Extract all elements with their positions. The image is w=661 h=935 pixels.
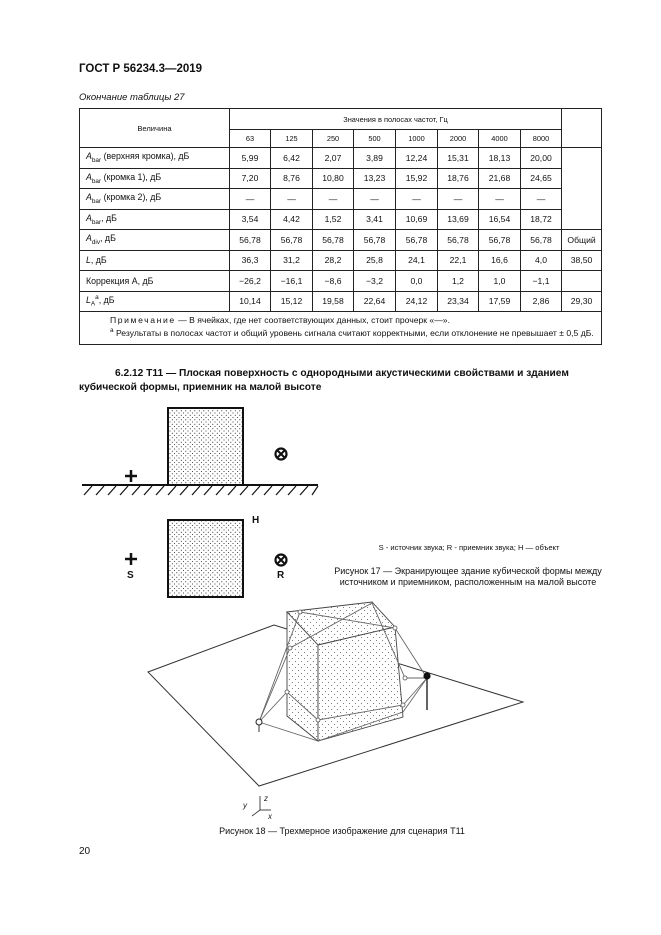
table-cell: 16,54 — [479, 209, 521, 230]
table-cell: 10,69 — [396, 209, 438, 230]
table-cell: 18,76 — [438, 168, 479, 189]
table-cell: 15,12 — [271, 291, 313, 312]
table-cell: 2,86 — [521, 291, 562, 312]
table-cell: 2,07 — [313, 148, 354, 169]
label-s: S — [127, 570, 134, 581]
axis-z-label: z — [264, 794, 268, 803]
table-cell: 3,89 — [354, 148, 396, 169]
table-cell: 21,68 — [479, 168, 521, 189]
table-cell: 24,1 — [396, 250, 438, 271]
table-cell: 56,78 — [479, 230, 521, 251]
table-cell: 3,41 — [354, 209, 396, 230]
frequency-header: 4000 — [479, 130, 521, 148]
figure17-plan-view — [125, 515, 287, 597]
table-cell: 4,42 — [271, 209, 313, 230]
table-cell: 5,99 — [230, 148, 271, 169]
column-header-quantity: Величина — [80, 109, 230, 148]
table-cell: 20,00 — [521, 148, 562, 169]
table-cell: 24,12 — [396, 291, 438, 312]
table-cell: −16,1 — [271, 271, 313, 292]
quantity-label: Коррекция А, дБ — [86, 275, 154, 286]
quantity-subscript: div — [91, 239, 101, 247]
table-cell: 19,58 — [313, 291, 354, 312]
table-cell: 0,0 — [396, 271, 438, 292]
quantity-symbol: L — [86, 255, 91, 266]
table-cell: 4,0 — [521, 250, 562, 271]
table-cell: 24,65 — [521, 168, 562, 189]
table-cell: 7,20 — [230, 168, 271, 189]
table-cell: 1,2 — [438, 271, 479, 292]
quantity-superscript: a — [95, 294, 99, 302]
quantity-subscript: bar — [91, 157, 102, 165]
ground-hatching — [84, 486, 318, 495]
figure17-legend: S - источник звука; R - приемник звука; H — объект — [378, 543, 560, 552]
quantity-symbol: A — [86, 212, 92, 223]
section-title: 6.2.12 Т11 — Плоская поверхность с однородными акустическими свойствами и зданием кубической формы, приемник на малой высоте — [79, 368, 569, 394]
table-cell: 23,34 — [438, 291, 479, 312]
frequency-header: 8000 — [521, 130, 562, 148]
quantity-label: (кромка 2), дБ — [101, 192, 162, 203]
table-cell: 18,72 — [521, 209, 562, 230]
total-cell: Общий — [562, 230, 602, 251]
table-cell: 56,78 — [521, 230, 562, 251]
table-cell: 10,80 — [313, 168, 354, 189]
table-cell: — — [271, 189, 313, 210]
document-header: ГОСТ Р 56234.3—2019 — [79, 63, 203, 75]
table-cell: — — [230, 189, 271, 210]
table-cell: 22,64 — [354, 291, 396, 312]
table-cell: — — [354, 189, 396, 210]
table-cell: 56,78 — [271, 230, 313, 251]
table-cell: 1,0 — [479, 271, 521, 292]
table-cell: −8,6 — [313, 271, 354, 292]
label-r: R — [277, 570, 285, 581]
quantity-subscript: A — [90, 301, 96, 309]
frequency-header: 125 — [271, 130, 313, 148]
frequency-header: 500 — [354, 130, 396, 148]
table-cell: — — [521, 189, 562, 210]
footnote-text: Результаты в полосах частот и общий уровень сигнала считают корректными, если отклонение не превышает ± 0,5 дБ. — [113, 328, 594, 339]
table-cell: — — [479, 189, 521, 210]
band-header: Значения в полосах частот, Гц — [230, 109, 562, 130]
table-cell: 22,1 — [438, 250, 479, 271]
frequency-header: 250 — [313, 130, 354, 148]
table-cell: — — [313, 189, 354, 210]
axis-y-label: y — [243, 801, 247, 810]
table-cell: 18,13 — [479, 148, 521, 169]
table-cell: 16,6 — [479, 250, 521, 271]
table-cell: 6,42 — [271, 148, 313, 169]
table-cell: 56,78 — [313, 230, 354, 251]
table-cell: 15,31 — [438, 148, 479, 169]
footnote-mark: a — [110, 327, 114, 335]
source-icon-plan — [125, 553, 137, 565]
table-cell: 36,3 — [230, 250, 271, 271]
table-cell: 8,76 — [271, 168, 313, 189]
table-cell: 1,52 — [313, 209, 354, 230]
note-text: — В ячейках, где нет соответствующих данных, стоит прочерк «—». — [175, 315, 450, 325]
building-side — [168, 408, 243, 485]
frequency-header: 2000 — [438, 130, 479, 148]
quantity-label: , дБ — [101, 212, 117, 223]
note-label: Примечание — [110, 315, 176, 325]
table-cell: 25,8 — [354, 250, 396, 271]
table-cell: −1,1 — [521, 271, 562, 292]
table-cell: 15,92 — [396, 168, 438, 189]
building-plan — [168, 520, 243, 597]
table-cell: 12,24 — [396, 148, 438, 169]
table-cell: 13,23 — [354, 168, 396, 189]
quantity-label: , дБ — [90, 255, 107, 266]
figure18-3d-view — [148, 602, 523, 821]
quantity-label: (кромка 1), дБ — [101, 171, 162, 182]
total-cell: 38,50 — [562, 250, 602, 271]
table-cell: 56,78 — [230, 230, 271, 251]
table-caption: Окончание таблицы 27 — [79, 92, 185, 103]
quantity-symbol: A — [86, 233, 92, 244]
table-cell: 56,78 — [438, 230, 479, 251]
quantity-label: , дБ — [98, 295, 115, 306]
table-cell: −3,2 — [354, 271, 396, 292]
quantity-subscript: bar — [91, 218, 102, 226]
frequency-header: 63 — [230, 130, 271, 148]
frequency-header: 1000 — [396, 130, 438, 148]
figure18-caption: Рисунок 18 — Трехмерное изображение для сценария Т11 — [219, 826, 465, 836]
table-cell: 56,78 — [396, 230, 438, 251]
table-cell: 17,59 — [479, 291, 521, 312]
label-h: H — [252, 515, 260, 526]
table-cell: — — [438, 189, 479, 210]
table-cell: 31,2 — [271, 250, 313, 271]
quantity-symbol: A — [86, 151, 92, 162]
table-cell: 28,2 — [313, 250, 354, 271]
quantity-symbol: L — [86, 295, 91, 306]
table-cell: — — [396, 189, 438, 210]
source-icon-side — [125, 470, 137, 482]
figure17-caption: Рисунок 17 — Экранирующее здание кубической формы между источником и приемником, расположенным на малой высоте — [334, 566, 602, 587]
axis-x-label: x — [268, 812, 272, 821]
table-cell: 10,14 — [230, 291, 271, 312]
quantity-label: , дБ — [100, 233, 116, 244]
figure17-side-view — [82, 408, 318, 495]
quantity-label: (верхняя кромка), дБ — [101, 151, 190, 162]
receiver-icon-side — [276, 449, 287, 460]
page-number: 20 — [79, 846, 91, 857]
quantity-symbol: A — [86, 192, 92, 203]
quantity-subscript: bar — [91, 198, 102, 206]
table-cell: 3,54 — [230, 209, 271, 230]
total-cell: 29,30 — [562, 291, 602, 312]
quantity-symbol: A — [86, 171, 92, 182]
receiver-icon-plan — [276, 555, 287, 566]
table-cell: −26,2 — [230, 271, 271, 292]
quantity-subscript: bar — [91, 177, 102, 185]
table-cell: 56,78 — [354, 230, 396, 251]
table-cell: 13,69 — [438, 209, 479, 230]
